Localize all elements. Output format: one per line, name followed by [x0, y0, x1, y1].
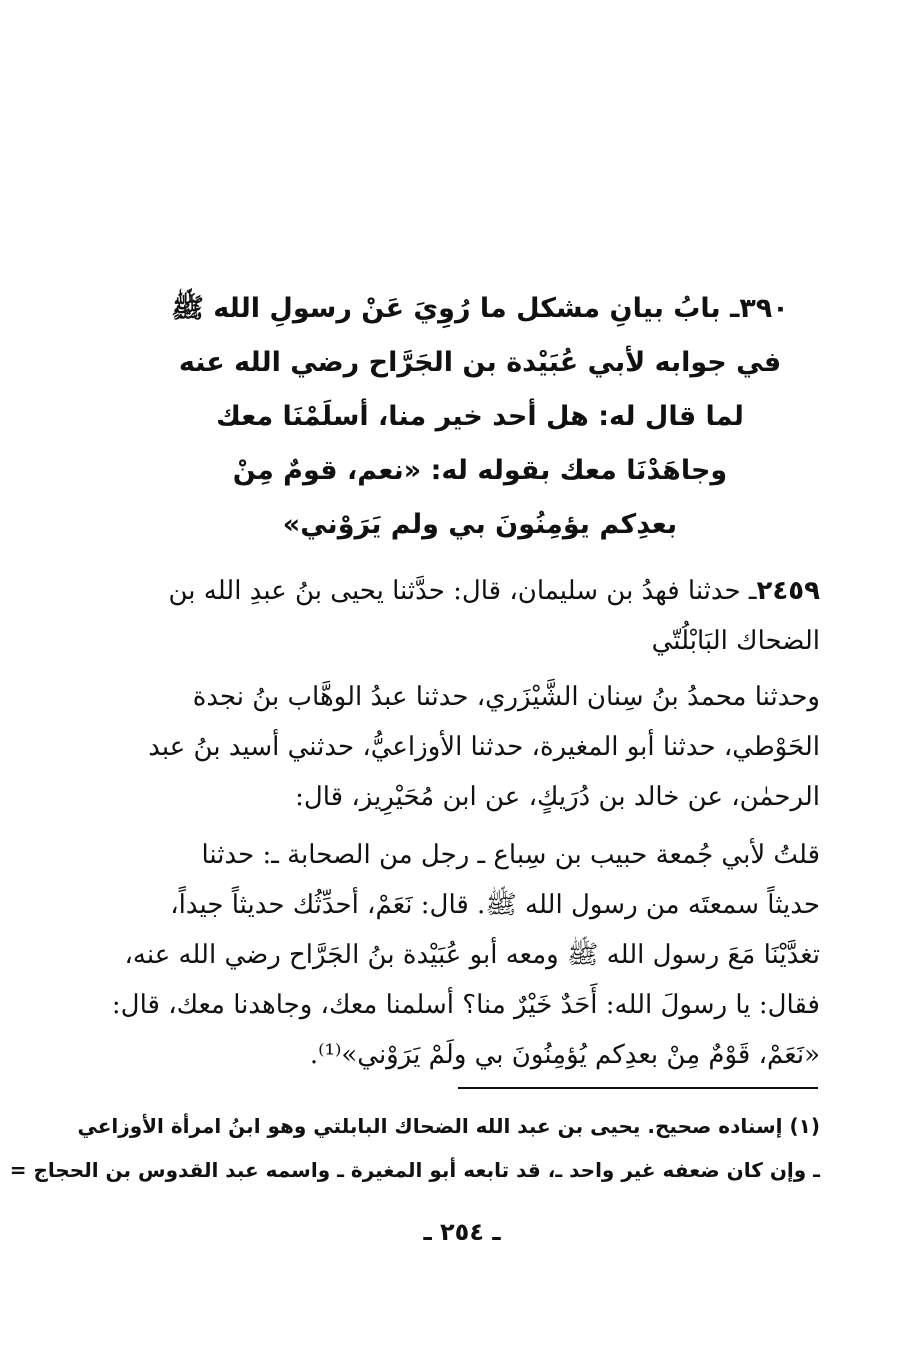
- footnote-line: (١) إسناده صحيح. يحيى بن عبد الله الضحاك البابلتي وهو ابنُ امرأة الأوزاعي: [77, 1114, 820, 1138]
- narration-line: قلتُ لأبي جُمعة حبيب بن سِباع ـ رجل من الصحابة ـ: حدثنا: [201, 840, 820, 870]
- hadith-number: ٢٤٥٩: [756, 576, 820, 606]
- chapter-heading-line: ٣٩٠ـ بابُ بيانِ مشكل ما رُوِيَ عَنْ رسولِ الله ﷺ: [171, 293, 789, 324]
- narration-line: حديثاً سمعتَه من رسول الله ﷺ. قال: نَعَمْ، أحدِّثُك حديثاً جيداً،: [170, 890, 820, 920]
- narration-line: «نَعَمْ، قَوْمٌ مِنْ بعدِكم يُؤمِنُونَ بي ولَمْ يَرَوْني»⁽¹⁾.: [309, 1040, 820, 1070]
- chain-paragraph: [112, 672, 820, 822]
- chapter-heading: [160, 282, 800, 552]
- chapter-heading-line: وجاهَدْنَا معك بقوله له: «نعم، قومٌ مِنْ: [232, 455, 728, 486]
- narration-paragraph: [112, 830, 820, 1080]
- hadith-line: [112, 566, 820, 616]
- hadith-text: ـ حدثنا فهدُ بن سليمان، قال: حدَّثنا يحيى بنُ عبدِ الله بن: [168, 576, 757, 606]
- hadith-paragraph: [112, 566, 820, 666]
- chain-line: وحدثنا محمدُ بنُ سِنان الشَّيْزَري، حدثنا عبدُ الوهَّاب بنُ نجدة: [192, 682, 820, 712]
- page-number: ـ ٢٥٤ ـ: [423, 1218, 501, 1246]
- chapter-heading-line: بعدِكم يؤمِنُونَ بي ولم يَرَوْني»: [282, 509, 678, 540]
- chapter-heading-line: لما قال له: هل أحد خير منا، أسلَمْنَا معك: [216, 401, 744, 432]
- chain-line: الحَوْطي، حدثنا أبو المغيرة، حدثنا الأوزاعيُّ، حدثني أسيد بنُ عبد: [148, 732, 820, 762]
- footnote-line: ـ وإن كان ضعفه غير واحد ـ، قد تابعه أبو المغيرة ـ واسمه عبد القدوس بن الحجاج =: [9, 1158, 820, 1182]
- chain-line: الرحمٰن، عن خالد بن دُرَيكٍ، عن ابن مُحَيْرِيز، قال:: [295, 782, 820, 812]
- footnotes: [9, 1104, 820, 1192]
- hadith-line: الضحاك البَابْلُتّي: [651, 626, 820, 656]
- footnote-separator: [458, 1087, 818, 1089]
- narration-line: تغدَّيْنَا مَعَ رسول الله ﷺ ومعه أبو عُبَيْدة بنُ الجَرَّاح رضي الله عنه،: [124, 940, 820, 970]
- narration-line: فقال: يا رسولَ الله: أَحَدٌ خَيْرٌ منا؟ أسلمنا معك، وجاهدنا معك، قال:: [111, 990, 820, 1020]
- chapter-heading-line: في جوابه لأبي عُبَيْدة بن الجَرَّاح رضي الله عنه: [178, 347, 782, 378]
